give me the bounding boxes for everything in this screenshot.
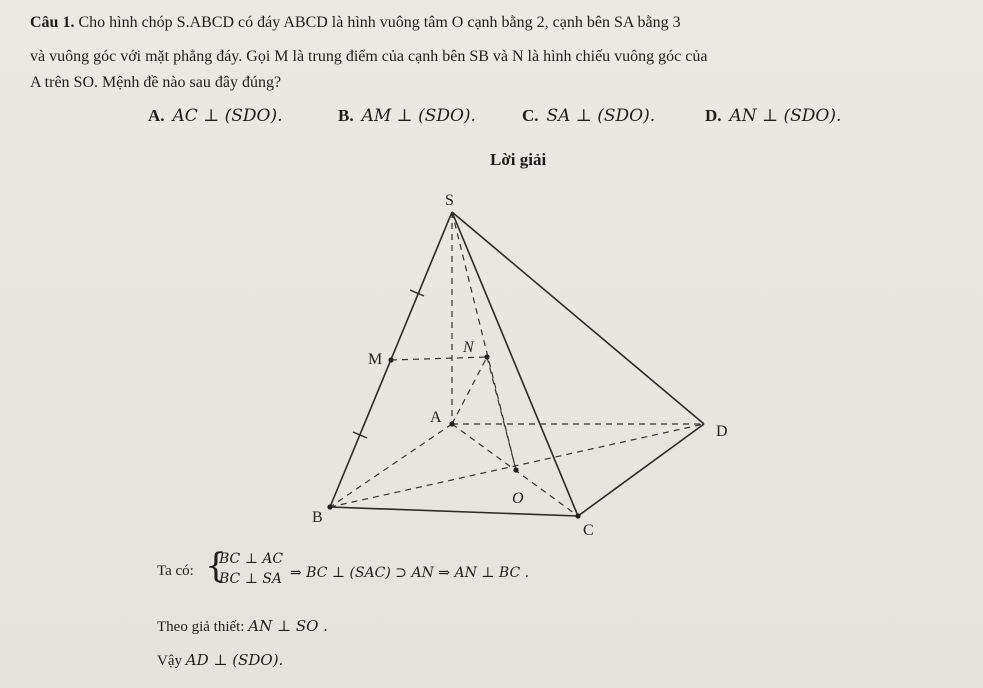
edge-cd: [578, 424, 704, 516]
solution-conclusion: [157, 651, 283, 670]
choice-label: C.: [522, 106, 539, 125]
question-text: A trên SO. Mệnh đề nào sau đây đúng?: [30, 74, 282, 91]
choice-label: D.: [705, 106, 722, 125]
point-o: [513, 467, 518, 472]
question-text: và vuông góc với mặt phẳng đáy. Gọi M là trung điểm của cạnh bên SB và N là hình chiếu vuông góc của: [30, 48, 708, 65]
hypothesis-label: Theo giả thiết:: [157, 619, 245, 635]
label-s: S: [445, 192, 454, 209]
label-b: B: [312, 509, 323, 526]
question-text: Cho hình chóp S.ABCD có đáy ABCD là hình vuông tâm O cạnh bằng 2, cạnh bên SA bằng 3: [78, 14, 681, 31]
conclusion-text: AD ⊥ (SDO).: [185, 651, 284, 669]
edge-ab: [330, 424, 452, 507]
choice-label: B.: [338, 106, 354, 125]
question-label: Câu 1.: [30, 14, 75, 31]
point-a: [449, 421, 454, 426]
system-line: BC ⊥ SA: [219, 571, 283, 587]
brace-system: [219, 549, 283, 589]
segment-mn: [391, 357, 487, 360]
choice-text: AC ⊥ (SDO).: [172, 106, 283, 126]
system-line: BC ⊥ AC: [219, 551, 284, 567]
choice-text: SA ⊥ (SDO).: [546, 106, 656, 126]
choice-label: A.: [148, 106, 165, 125]
choice-text: AM ⊥ (SDO).: [361, 106, 476, 126]
solution-hypothesis: [157, 617, 328, 636]
choice-text: AN ⊥ (SDO).: [729, 106, 842, 126]
edge-bc: [330, 507, 578, 516]
label-d: D: [716, 423, 728, 440]
segment-an: [452, 357, 487, 424]
brace-symbol: {: [205, 546, 227, 586]
point-b: [327, 504, 332, 509]
edge-sd: [452, 212, 704, 424]
label-o: O: [512, 490, 524, 507]
solution-implication: ⇒ BC ⊥ (SAC) ⊃ AN ⇒ AN ⊥ BC .: [290, 565, 530, 581]
hypothesis-text: AN ⊥ SO .: [248, 617, 328, 635]
label-a: A: [430, 409, 442, 426]
point-n: [484, 354, 489, 359]
label-n: N: [463, 339, 474, 356]
solution-intro: Ta có:: [157, 563, 194, 579]
point-c: [575, 513, 580, 518]
label-c: C: [583, 522, 594, 539]
solution-heading: Lời giải: [490, 150, 547, 169]
label-m: M: [368, 351, 383, 368]
point-m: [388, 357, 393, 362]
conclusion-label: Vậy: [157, 653, 182, 669]
